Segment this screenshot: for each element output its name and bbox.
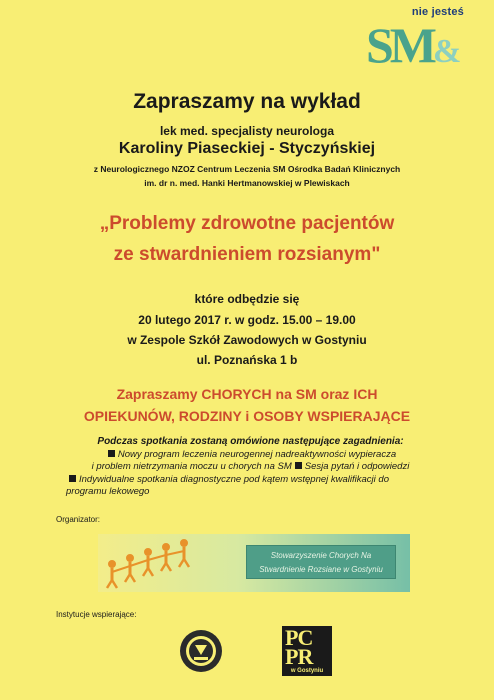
topic-item: Indywidualne spotkania diagnostyczne pod kątem wstępnej kwalifikacji do [58, 474, 443, 487]
lecture-title-line-2: ze stwardnieniem rozsianym" [113, 244, 381, 265]
pcpr-logo-top: PC [285, 625, 313, 650]
logo-amp: & [433, 33, 462, 70]
topic-item-continuation: programu lekowego [66, 486, 150, 497]
nie-jestes-sam-logo [360, 6, 472, 76]
event-address: ul. Poznańska 1 b [196, 353, 298, 367]
lecture-title-line-1: „Problemy zdrowotne pacjentów [99, 213, 395, 234]
topic-item: i problem nietrzymania moczu u chorych na SM Sesja pytań i odpowiedzi [91, 461, 410, 472]
pcpr-logo-bottom: PR [285, 644, 313, 669]
school-seal-icon [178, 628, 224, 674]
event-date: 20 lutego 2017 r. w godz. 15.00 – 19.00 [138, 313, 356, 327]
pcpr-logo-sub: w Gostyniu [290, 668, 324, 674]
organizer-banner [98, 534, 410, 592]
supporters-label: Instytucje wspierające: [56, 610, 137, 619]
organizer-label: Organizator: [56, 515, 101, 524]
people-chain-icon [98, 534, 248, 592]
lecturer-role: lek med. specjalisty neurologa [159, 124, 335, 138]
logo-tagline: nie jesteś [411, 6, 464, 18]
topics-section [58, 436, 443, 499]
event-venue: w Zespole Szkół Zawodowych w Gostyniu [127, 333, 367, 347]
logo-mark: SM& [366, 17, 462, 73]
bullet-square-icon [69, 475, 76, 482]
bullet-square-icon [295, 462, 302, 469]
event-intro: które odbędzie się [194, 292, 300, 306]
page-title: Zapraszamy na wykład [133, 90, 361, 113]
topics-heading: Podczas spotkania zostaną omówione następujące zagadnienia: [97, 436, 404, 447]
affiliation-line-2: im. dr n. med. Hanki Hertmanowskiej w Plewiskach [144, 178, 350, 188]
topic-item: Nowy program leczenia neurogennej nadreaktywności wypieracza [58, 449, 443, 462]
invitation-line-1: Zapraszamy CHORYCH na SM oraz ICH [116, 386, 378, 402]
bullet-square-icon [108, 450, 115, 457]
pcpr-logo [282, 626, 332, 676]
organizer-name: Stowarzyszenie Chorych Na Stwardnienie Rozsiane w Gostyniu [246, 545, 396, 579]
lecturer-name: Karoliny Piaseckiej - Styczyńskiej [118, 140, 376, 157]
invitation-line-2: OPIEKUNÓW, RODZINY i OSOBY WSPIERAJĄCE [83, 408, 411, 424]
affiliation-line-1: z Neurologicznego NZOZ Centrum Leczenia SM Ośrodka Badań Klinicznych [93, 164, 401, 174]
